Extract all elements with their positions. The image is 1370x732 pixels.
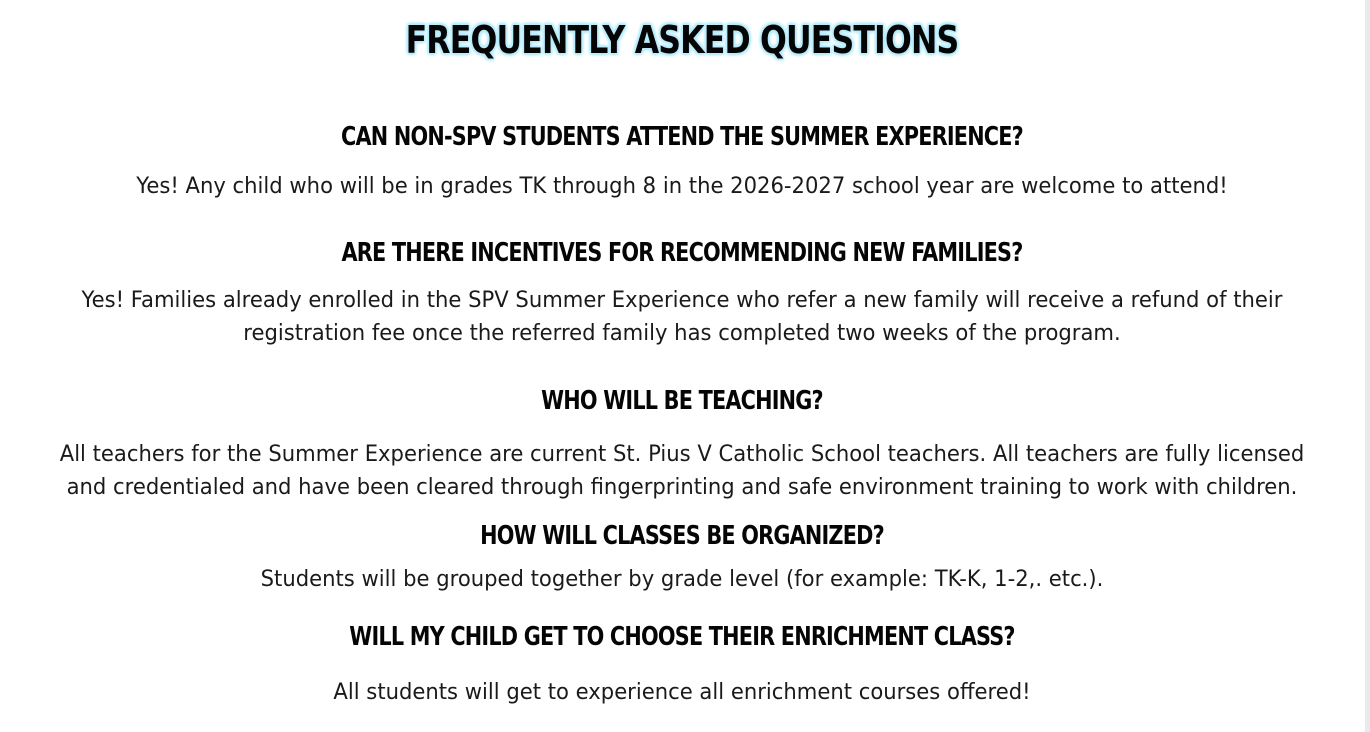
faq-answer: All students will get to experience all enrichment courses offered! [333,680,1031,705]
faq-answer-line: registration fee once the referred family has completed two weeks of the program. [243,321,1121,346]
faq-answer-line: Yes! Families already enrolled in the SPV Summer Experience who refer a new family will receive a refund of their [81,288,1283,313]
faq-answer-line: All teachers for the Summer Experience are current St. Pius V Catholic School teachers. All teachers are fully licensed [59,442,1305,467]
faq-question: CAN NON-SPV STUDENTS ATTEND THE SUMMER EXPERIENCE? [341,122,1023,152]
faq-question: WILL MY CHILD GET TO CHOOSE THEIR ENRICHMENT CLASS? [349,622,1015,652]
scrollbar-track[interactable] [1365,0,1370,732]
faq-answer: Students will be grouped together by grade level (for example: TK-K, 1-2,. etc.). [260,567,1104,592]
faq-answer-line: and credentialed and have been cleared through fingerprinting and safe environment training to work with children. [66,475,1298,500]
faq-answer: Yes! Any child who will be in grades TK through 8 in the 2026-2027 school year are welcome to attend! [136,174,1228,199]
faq-question: ARE THERE INCENTIVES FOR RECOMMENDING NEW FAMILIES? [341,238,1023,268]
page-title: FREQUENTLY ASKED QUESTIONS [405,18,959,62]
faq-question: HOW WILL CLASSES BE ORGANIZED? [480,521,884,551]
faq-question: WHO WILL BE TEACHING? [541,386,823,416]
